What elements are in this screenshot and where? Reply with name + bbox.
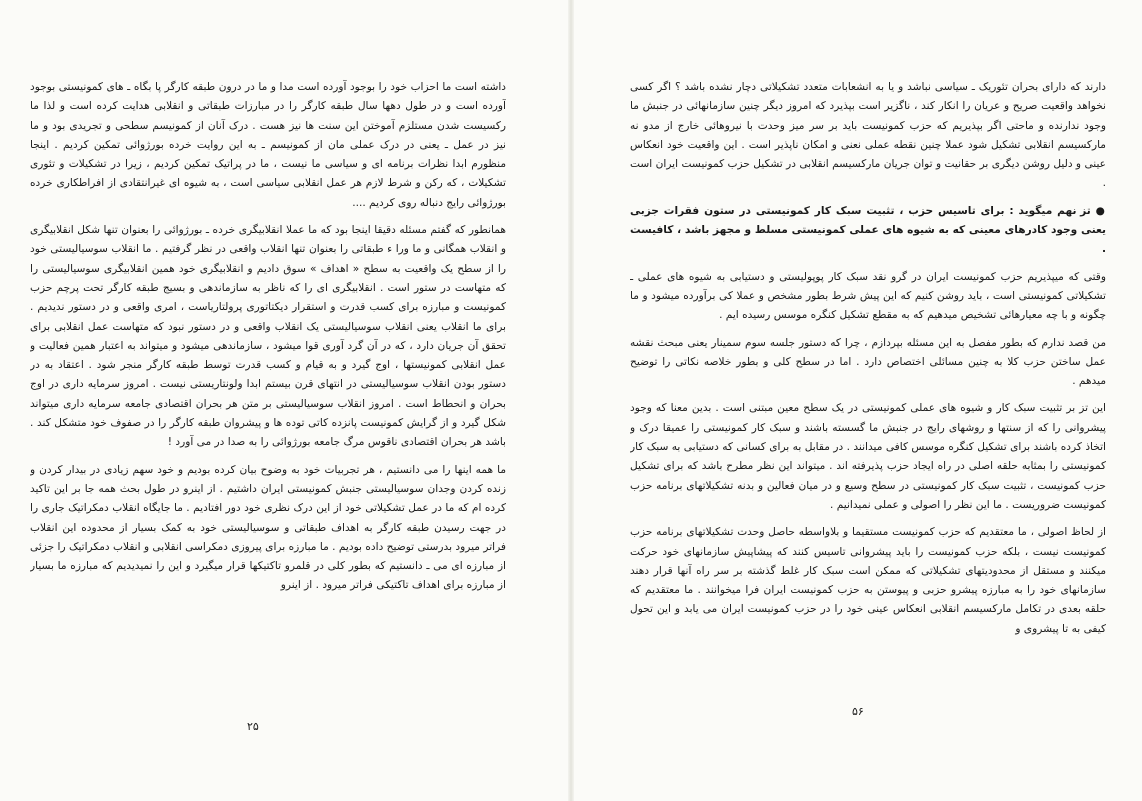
right-paragraph-4: من قصد ندارم که بطور مفصل به این مسئله بپردازم ، چرا که دستور جلسه سوم سمینار یعنی مبحث نقشه عمل ساختن حزب کلا به چنین مسائلی اختصاص دارد . اما در سطح کلی و بطور خلاصه نکاتی را توضیح میدهم . (630, 336, 1106, 388)
right-paragraph-1: دارند که دارای بحران تئوریک ـ سیاسی نباشد و یا به انشعابات متعدد تشکیلاتی دچار نشده باشد ؟ اگر کسی نخواهد واقعیت صریح و عریان را انکار کند ، ناگزیر است بپذیرد که امروز دیگر چنین سازمانهائی در جنبش ما وجود ندارنده و ماحتی اگر بپذیریم که حزب کمونیست باید بر سر میز وحدت با نیروهائی خارج از مدو نه مارکسیسم انقلابی تشکیل شود عملا چنین نقطه عملی نعنی و امکان ناپذیر است . این واقعیت خود انعکاس عینی و دلیل روشن دیگری بر حقانیت و توان جریان مارکسیسم انقلابی در تشکیل حزب کمونیست ایران است . (630, 81, 1106, 190)
right-paragraph-6: از لحاظ اصولی ، ما معتقدیم که حزب کمونیست مستقیما و بلاواسطه حاصل وحدت تشکیلاتهای برنامه حزب کمونیست نیست ، بلکه حزب کمونیست را باید پیشروانی تاسیس کنند که پیشاپیش سازمانهای خود حرکت میکنند و مستقل از محدودیتهای تشکیلاتی که ممکن است سبک کار غلط گذشته بر سر راه آنها قرار دهند سازمانهای خود را به مبارزه پیشرو حزبی و پیوستن به حزب کمونیست ایران فرا میخوانند . ما معتقدیم که حلقه بعدی در تکامل مارکسیسم انقلابی انعکاس عینی خود را در حزب کمونیست ایران می یابد و این تحول کیفی به تا پیشروی و (630, 526, 1106, 635)
right-page-number: ۵۶ (852, 705, 864, 718)
page-fold (568, 0, 574, 801)
left-page (30, 78, 506, 758)
left-paragraph-1: داشته است ما احزاب خود را بوجود آورده است مدا و ما در درون طبقه کارگر پا بگاه ـ های کمونیستی بوجود آورده است و در طول دهها سال طبقه کارگر را در مبارزات طبقاتی و انقلابی هدایت کرده است و لذا ما رکسیست شدن مستلزم آموختن این سنت ها نیز هست . درک آنان از کمونیسم سطحی و تجریدی بود و ما نیز در عمل ـ یعنی در درک عملی مان از کمونیسم ـ به این روایت خرده بورژوائی تمکین کردیم . اینجا منظورم ابدا نظرات برنامه ای و سیاسی ما نیست ، ما در پراتیک تمکین کردیم ، زیرا در تشکیلات و تئوری تشکیلات ، که رکن و شرط لازم هر عمل انقلابی سیاسی است ، به شیوه ای غیرانتقادی از افراطکاری خرده بورژوائی رایج دنباله روی کردیم .... (30, 81, 506, 209)
right-paragraph-3: وقتی که میپذیریم حزب کمونیست ایران در گرو نقد سبک کار پوپولیستی و دستیابی به شیوه های عملی ـ تشکیلاتی کمونیستی است ، باید روشن کنیم که این پیش شرط بطور مشخص و عملا کی برآورده میشود و ما چگونه و با چه معیارهائی تشخیص میدهیم که به مقطع تشکیل کنگره موسس رسیده ایم . (630, 270, 1106, 322)
right-page (630, 78, 1106, 758)
right-paragraph-5: این تز بر تثبیت سبک کار و شیوه های عملی کمونیستی در یک سطح معین مبتنی است . بدین معنا که وجود پیشروانی را که از سنتها و روشهای رایج در جنبش ما گسسته باشند و سبک کار کمونیستی را عمیقا درک و اتخاذ کرده باشند برای تشکیل کنگره موسس کافی میدانند . در مقابل به برای کسانی که دستیابی به سبک کار کمونیستی را بمثابه حلقه اصلی در راه ایجاد حزب پذیرفته اند . میتواند این نظر مطرح باشد که برای تشکیل حزب کمونیست ، تثبیت سبک کار کمونیستی در سطح وسیع و در میان فعالین و بدنه تشکیلاتهای برنامه حزب کمونیست ضروریست . ما این نظر را اصولی و عملی نمیدانیم . (630, 402, 1106, 511)
left-paragraph-3: ما همه اینها را می دانستیم ، هر تجربیات خود به وضوح بیان کرده بودیم و خود سهم زیادی در بیدار کردن و زنده کردن وجدان سوسیالیستی جنبش کمونیستی ایران داشتیم . از اینرو در طول بحث همه جا بر این تاکید کرده ام که ما در عمل تشکیلاتی خود از این درک نظری خود دور افتادیم . ما جایگاه انقلاب دمکراتیک جاری را در جهت رسیدن طبقه کارگر به اهداف طبقاتی و سوسیالیستی خود به کمک بسیار از محدوده این انقلاب فراتر میرود بدرستی توضیح داده بودیم . ما مبارزه برای پیروزی دمکراسی انقلابی و انقلاب دمکراتیک را جزئی از مبارزه ای می ـ دانستیم که بطور کلی در قلمرو تاکتیکها قرار میگیرد و این را نمیدیدیم که مبارزه ما بسیار از مبارزه برای اهداف تاکتیکی فراتر میرود . از اینرو (30, 463, 506, 592)
right-thesis-bullet: ● تز نهم میگوید : برای تاسیس حزب ، تثبیت سبک کار کمونیستی در ستون فقرات جزبی یعنی وجود کادرهای معینی که به شیوه های عملی کمونیستی مسلط و مجهز باشد ، کافیست . (630, 202, 1106, 260)
left-page-number: ۲۵ (247, 720, 259, 733)
left-paragraph-2: همانطور که گفتم مسئله دقیقا اینجا بود که ما عملا انقلابیگری خرده ـ بورژوائی را بعنوان تنها شکل انقلابیگری و انقلاب همگانی و ما ورا ء طبقاتی را بعنوان تنها انقلاب واقعی در نظر گرفتیم . ما انقلاب سوسیالیستی خود را از سطح یک واقعیت به سطح « اهداف » سوق دادیم و انقلابیگری خود همین انقلابیگری سوسیالیستی را که متهاست در ستور است . انقلابیگری ای را که ناظر به سازماندهی و بسیج طبقه کارگر تحت پرچم حزب کمونیست و مبارزه برای کسب قدرت و استقرار دیکتاتوری پرولتاریاست ، امری واقعی و در دستور ندیدیم . برای ما انقلاب یعنی انقلاب سوسیالیستی یک انقلاب واقعی و در دستور نبود که متهاست عمل انقلابی برای تحقق آن جریان دارد ، که در آن گرد آوری قوا میشود ، سازماندهی میشود و میتواند به اعتبار همین فعالیت و عمل انقلابی کمونیستها ، اوج گیرد و به قیام و کسب قدرت توسط طبقه کارگر منجر شود . اعتقاد به در دستور بودن انقلاب سوسیالیستی در انتهای قرن بیستم ابدا ولونتاریستی نیست . امروز سرمایه داری در اوج بحران و انحطاط است . امروز انقلاب سوسیالیستی بر متن هر بحران اقتصادی جامعه سرمایه داری میتواند شکل گیرد و از گرایش کمونیست پانزده کاتی توده ها و پیشروان طبقه کارگر را در صفوف خود متشکل کند . باشد هر بحران اقتصادی ناقوس مرگ جامعه بورژوائی را به صدا در می آورد ! (30, 224, 506, 449)
